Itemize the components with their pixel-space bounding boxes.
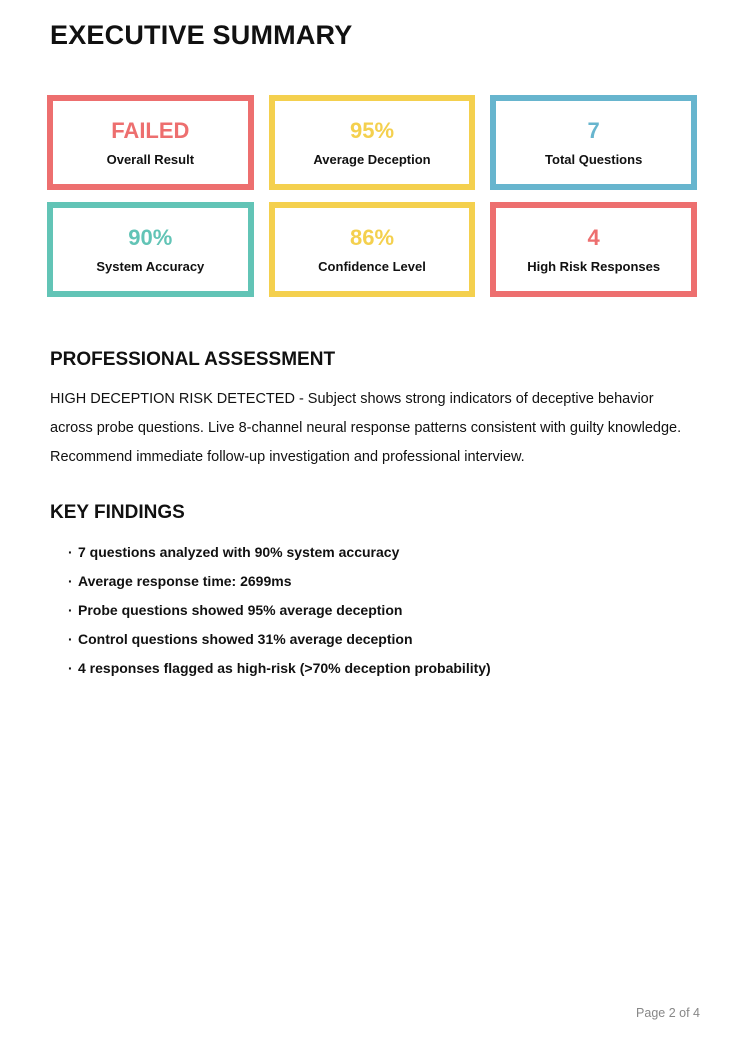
findings-heading: KEY FINDINGS: [50, 502, 185, 523]
finding-item: · Probe questions showed 95% average deception: [68, 602, 697, 618]
stat-card-total-questions: [490, 95, 697, 190]
finding-item: · Average response time: 2699ms: [68, 573, 697, 589]
stat-card-system-accuracy: [47, 202, 254, 297]
stat-label-overall-result: Overall Result: [106, 151, 195, 167]
stat-card-confidence-level: [269, 202, 476, 297]
stat-label-confidence-level: Confidence Level: [318, 258, 426, 274]
stat-value-average-deception: 95%: [349, 117, 395, 143]
stat-card-overall-result: [47, 95, 254, 190]
finding-item: · 7 questions analyzed with 90% system accuracy: [68, 544, 697, 560]
stat-label-high-risk-responses: High Risk Responses: [527, 258, 661, 274]
stat-value-system-accuracy: 90%: [128, 224, 173, 250]
stat-value-high-risk-responses: 4: [587, 224, 600, 250]
stat-cards-grid: [47, 95, 697, 297]
stat-label-average-deception: Average Deception: [313, 151, 431, 167]
stat-value-overall-result: FAILED: [111, 117, 190, 143]
assessment-heading: PROFESSIONAL ASSESSMENT: [50, 349, 336, 370]
assessment-body-text: HIGH DECEPTION RISK DETECTED - Subject shows strong indicators of deceptive behavior across probe questions. Live 8-channel neural response patterns consistent with guilty knowledge. Recommend immediate follow-up investigation and professional interview.: [50, 391, 682, 465]
page-title: EXECUTIVE SUMMARY: [50, 20, 353, 50]
finding-item: · Control questions showed 31% average deception: [68, 631, 697, 647]
finding-item: · 4 responses flagged as high-risk (>70% deception probability): [68, 660, 697, 676]
stat-label-total-questions: Total Questions: [545, 151, 643, 167]
page-number: Page 2 of 4: [636, 1006, 700, 1020]
stat-value-total-questions: 7: [587, 117, 600, 143]
findings-list: [50, 544, 697, 676]
stat-card-high-risk-responses: [490, 202, 697, 297]
stat-value-confidence-level: 86%: [349, 224, 395, 250]
stat-label-system-accuracy: System Accuracy: [96, 258, 205, 274]
stat-card-average-deception: [269, 95, 476, 190]
